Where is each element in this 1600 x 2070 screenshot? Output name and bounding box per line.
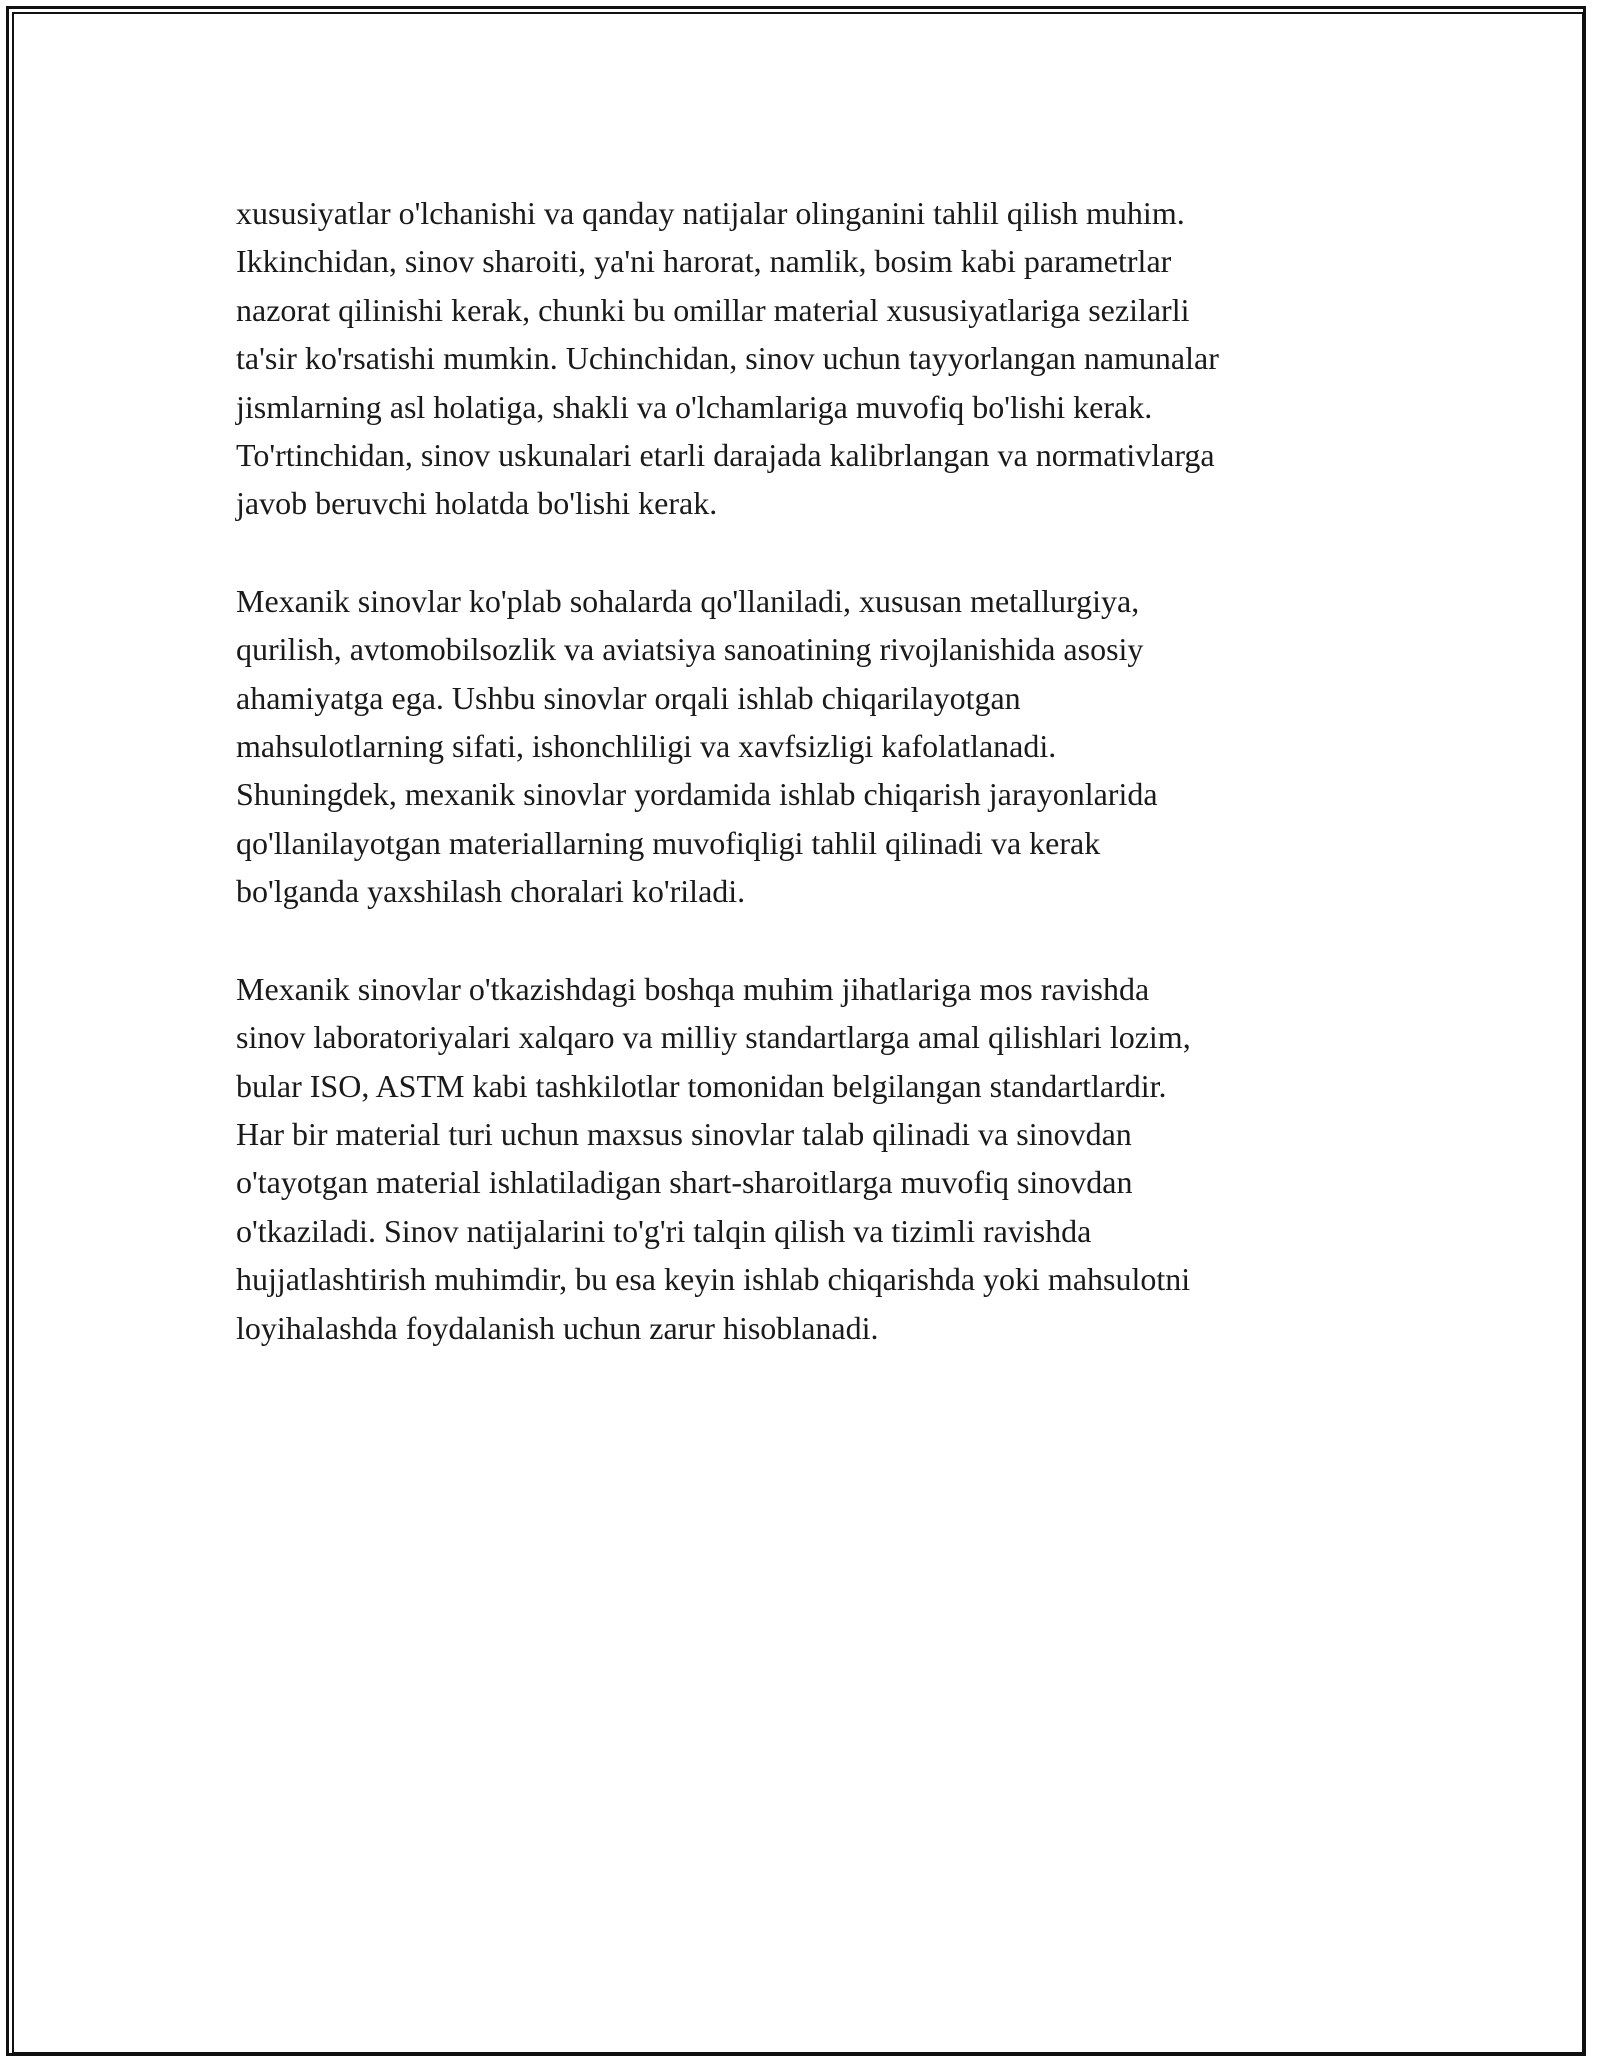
document-body — [236, 189, 1376, 1401]
paragraph-2: Mexanik sinovlar ko'plab sohalarda qo'llaniladi, xususan metallurgiya, qurilish, avtomobilsozlik va aviatsiya sanoatining rivojlanishida asosiy ahamiyatga ega. Ushbu sinovlar orqali ishlab chiqarilayotgan mahsulotlarning sifati, ishonchliligi va xavfsizligi kafolatlanadi. Shuningdek, mexanik sinovlar yordamida ishlab chiqarish jarayonlarida qo'llanilayotgan materiallarning muvofiqligi tahlil qilinadi va kerak bo'lganda yaxshilash choralari ko'riladi. — [236, 582, 1158, 910]
paragraph-3: Mexanik sinovlar o'tkazishdagi boshqa muhim jihatlariga mos ravishda sinov laboratoriyalari xalqaro va milliy standartlarga amal qilishlari lozim, bular ISO, ASTM kabi tashkilotlar tomonidan belgilangan standartlardir. Har bir material turi uchun maxsus sinovlar talab qilinadi va sinovdan o'tayotgan material ishlatiladigan shart-sharoitlarga muvofiq sinovdan o'tkaziladi. Sinov natijalarini to'g'ri talqin qilish va tizimli ravishda hujjatlashtirish muhimdir, bu esa keyin ishlab chiqarishda yoki mahsulotni loyihalashda foydalanish uchun zarur hisoblanadi. — [236, 970, 1191, 1346]
paragraph-1: xususiyatlar o'lchanishi va qanday natijalar olinganini tahlil qilish muhim. Ikkinchidan, sinov sharoiti, ya'ni harorat, namlik, bosim kabi parametrlar nazorat qilinishi kerak, chunki bu omillar material xususiyatlariga sezilarli ta'sir ko'rsatishi mumkin. Uchinchidan, sinov uchun tayyorlangan namunalar jismlarning asl holatiga, shakli va o'lchamlariga muvofiq bo'lishi kerak. To'rtinchidan, sinov uskunalari etarli darajada kalibrlangan va normativlarga javob beruvchi holatda bo'lishi kerak. — [236, 195, 1219, 522]
